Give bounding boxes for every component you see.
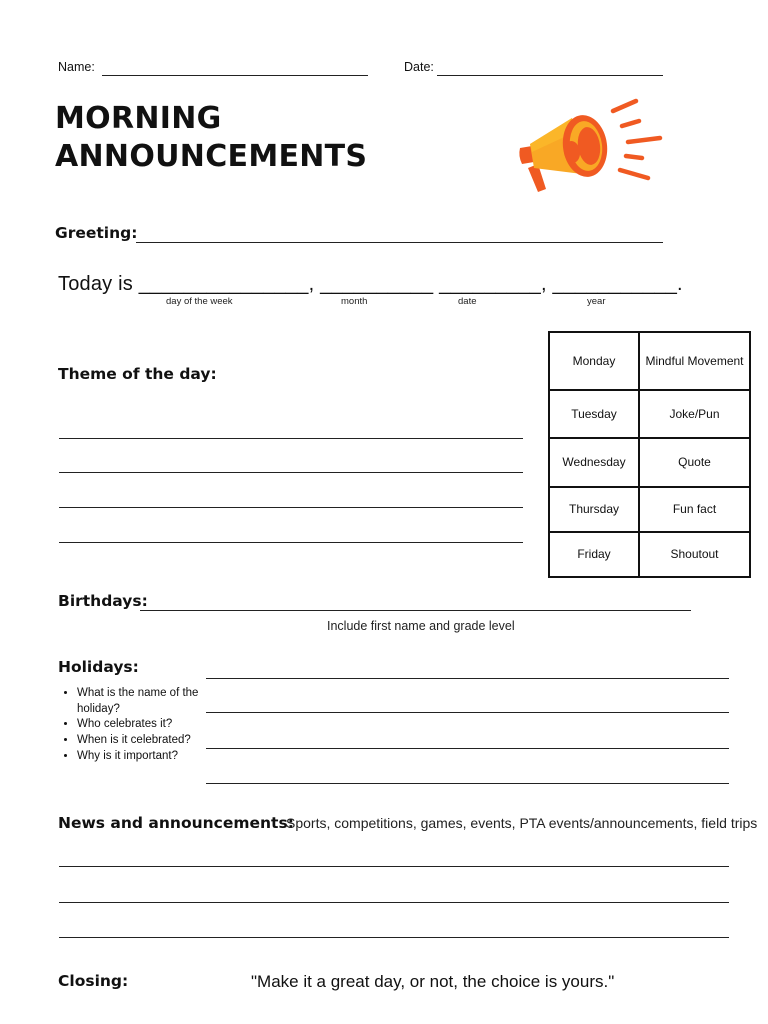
caption-date: date — [458, 296, 477, 307]
closing-label: Closing: — [58, 972, 129, 990]
table-row — [549, 487, 750, 532]
title-line-2: ANNOUNCEMENTS — [55, 139, 368, 174]
theme-activity: Joke/Pun — [639, 390, 750, 438]
list-item: • What is the name of the holiday? — [77, 686, 209, 717]
theme-day: Tuesday — [549, 390, 639, 438]
theme-label: Theme of the day: — [58, 365, 217, 383]
theme-activity: Quote — [639, 438, 750, 487]
closing-quote: "Make it a great day, or not, the choice is yours." — [251, 972, 615, 991]
caption-year: year — [587, 296, 606, 307]
holidays-line-1[interactable] — [206, 678, 729, 679]
holidays-questions — [58, 686, 209, 765]
page-title — [55, 100, 367, 176]
list-item: • Who celebrates it? — [77, 717, 209, 733]
birthdays-field[interactable] — [140, 610, 691, 611]
table-row — [549, 438, 750, 487]
caption-day-of-week: day of the week — [166, 296, 233, 307]
date-label: Date: — [404, 60, 434, 74]
theme-activity: Fun fact — [639, 487, 750, 532]
table-row — [549, 332, 750, 390]
theme-day: Wednesday — [549, 438, 639, 487]
name-field[interactable] — [102, 75, 368, 76]
theme-table — [548, 331, 751, 578]
today-sentence: Today is _______________, __________ _________, ___________. — [58, 273, 683, 295]
table-row — [549, 390, 750, 438]
list-item: • When is it celebrated? — [77, 733, 209, 749]
greeting-label: Greeting: — [55, 224, 138, 242]
greeting-field[interactable] — [136, 242, 663, 243]
theme-activity: Shoutout — [639, 532, 750, 577]
birthdays-label: Birthdays: — [58, 592, 148, 610]
news-line-1[interactable] — [59, 866, 729, 867]
name-label: Name: — [58, 60, 95, 74]
news-hint: Sports, competitions, games, events, PTA events/announcements, field trips — [286, 815, 758, 831]
theme-line-2[interactable] — [59, 472, 523, 473]
caption-month: month — [341, 296, 368, 307]
date-field[interactable] — [437, 75, 663, 76]
news-label: News and announcements: — [58, 814, 294, 832]
theme-day: Thursday — [549, 487, 639, 532]
holidays-line-2[interactable] — [206, 712, 729, 713]
theme-day: Monday — [549, 332, 639, 390]
news-line-2[interactable] — [59, 902, 729, 903]
holidays-line-3[interactable] — [206, 748, 729, 749]
theme-day: Friday — [549, 532, 639, 577]
theme-line-3[interactable] — [59, 507, 523, 508]
theme-line-1[interactable] — [59, 438, 523, 439]
list-item: • Why is it important? — [77, 749, 209, 765]
theme-activity: Mindful Movement — [639, 332, 750, 390]
news-line-3[interactable] — [59, 937, 729, 938]
holidays-label: Holidays: — [58, 658, 139, 676]
birthdays-note: Include first name and grade level — [327, 619, 515, 633]
title-line-1: MORNING — [55, 101, 222, 136]
holidays-line-4[interactable] — [206, 783, 729, 784]
theme-line-4[interactable] — [59, 542, 523, 543]
table-row — [549, 532, 750, 577]
megaphone-icon — [512, 96, 668, 196]
